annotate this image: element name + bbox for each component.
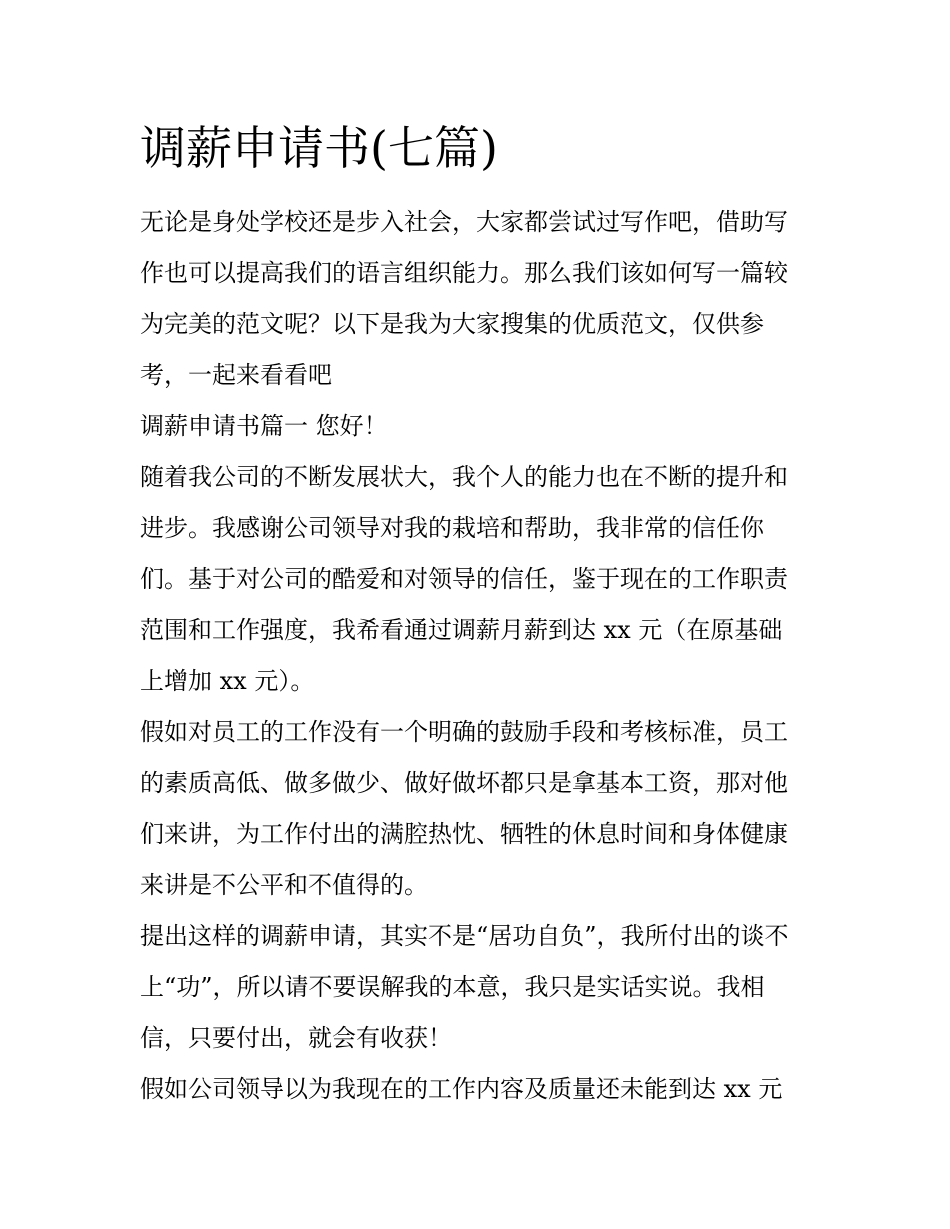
body-line: 范围和工作强度，我希看通过调薪月薪到达 xx 元（在原基础 <box>140 616 783 644</box>
body-line: 们来讲，为工作付出的满腔热忱、牺牲的休息时间和身体健康 <box>140 820 788 848</box>
body-line: 们。基于对公司的酷爱和对领导的信任，鉴于现在的工作职责 <box>140 565 788 593</box>
body-line: 无论是身处学校还是步入社会，大家都尝试过写作吧，借助写 <box>140 208 788 236</box>
body-line: 信，只要付出，就会有收获！ <box>140 1024 452 1052</box>
body-line: 随着我公司的不断发展状大，我个人的能力也在不断的提升和 <box>140 463 788 491</box>
body-line: 的素质高低、做多做少、做好做坏都只是拿基本工资，那对他 <box>140 769 788 797</box>
document-title: 调薪申请书(七篇) <box>140 121 498 175</box>
body-line: 假如对员工的工作没有一个明确的鼓励手段和考核标准，员工 <box>140 718 788 746</box>
section-heading: 调薪申请书篇一 您好！ <box>140 412 388 440</box>
body-line: 为完美的范文呢？以下是我为大家搜集的优质范文，仅供参 <box>140 310 764 338</box>
body-line: 上增加 xx 元）。 <box>140 667 315 695</box>
body-line: 来讲是不公平和不值得的。 <box>140 871 428 899</box>
body-line: 假如公司领导以为我现在的工作内容及质量还未能到达 xx 元 <box>140 1075 783 1103</box>
body-line: 上“功”，所以请不要误解我的本意，我只是实话实说。我相 <box>140 973 765 1001</box>
body-line: 提出这样的调薪申请，其实不是“居功自负”，我所付出的谈不 <box>140 922 789 950</box>
body-line: 考，一起来看看吧 <box>140 361 332 389</box>
body-line: 进步。我感谢公司领导对我的栽培和帮助，我非常的信任你 <box>140 514 764 542</box>
body-line: 作也可以提高我们的语言组织能力。那么我们该如何写一篇较 <box>140 259 788 287</box>
